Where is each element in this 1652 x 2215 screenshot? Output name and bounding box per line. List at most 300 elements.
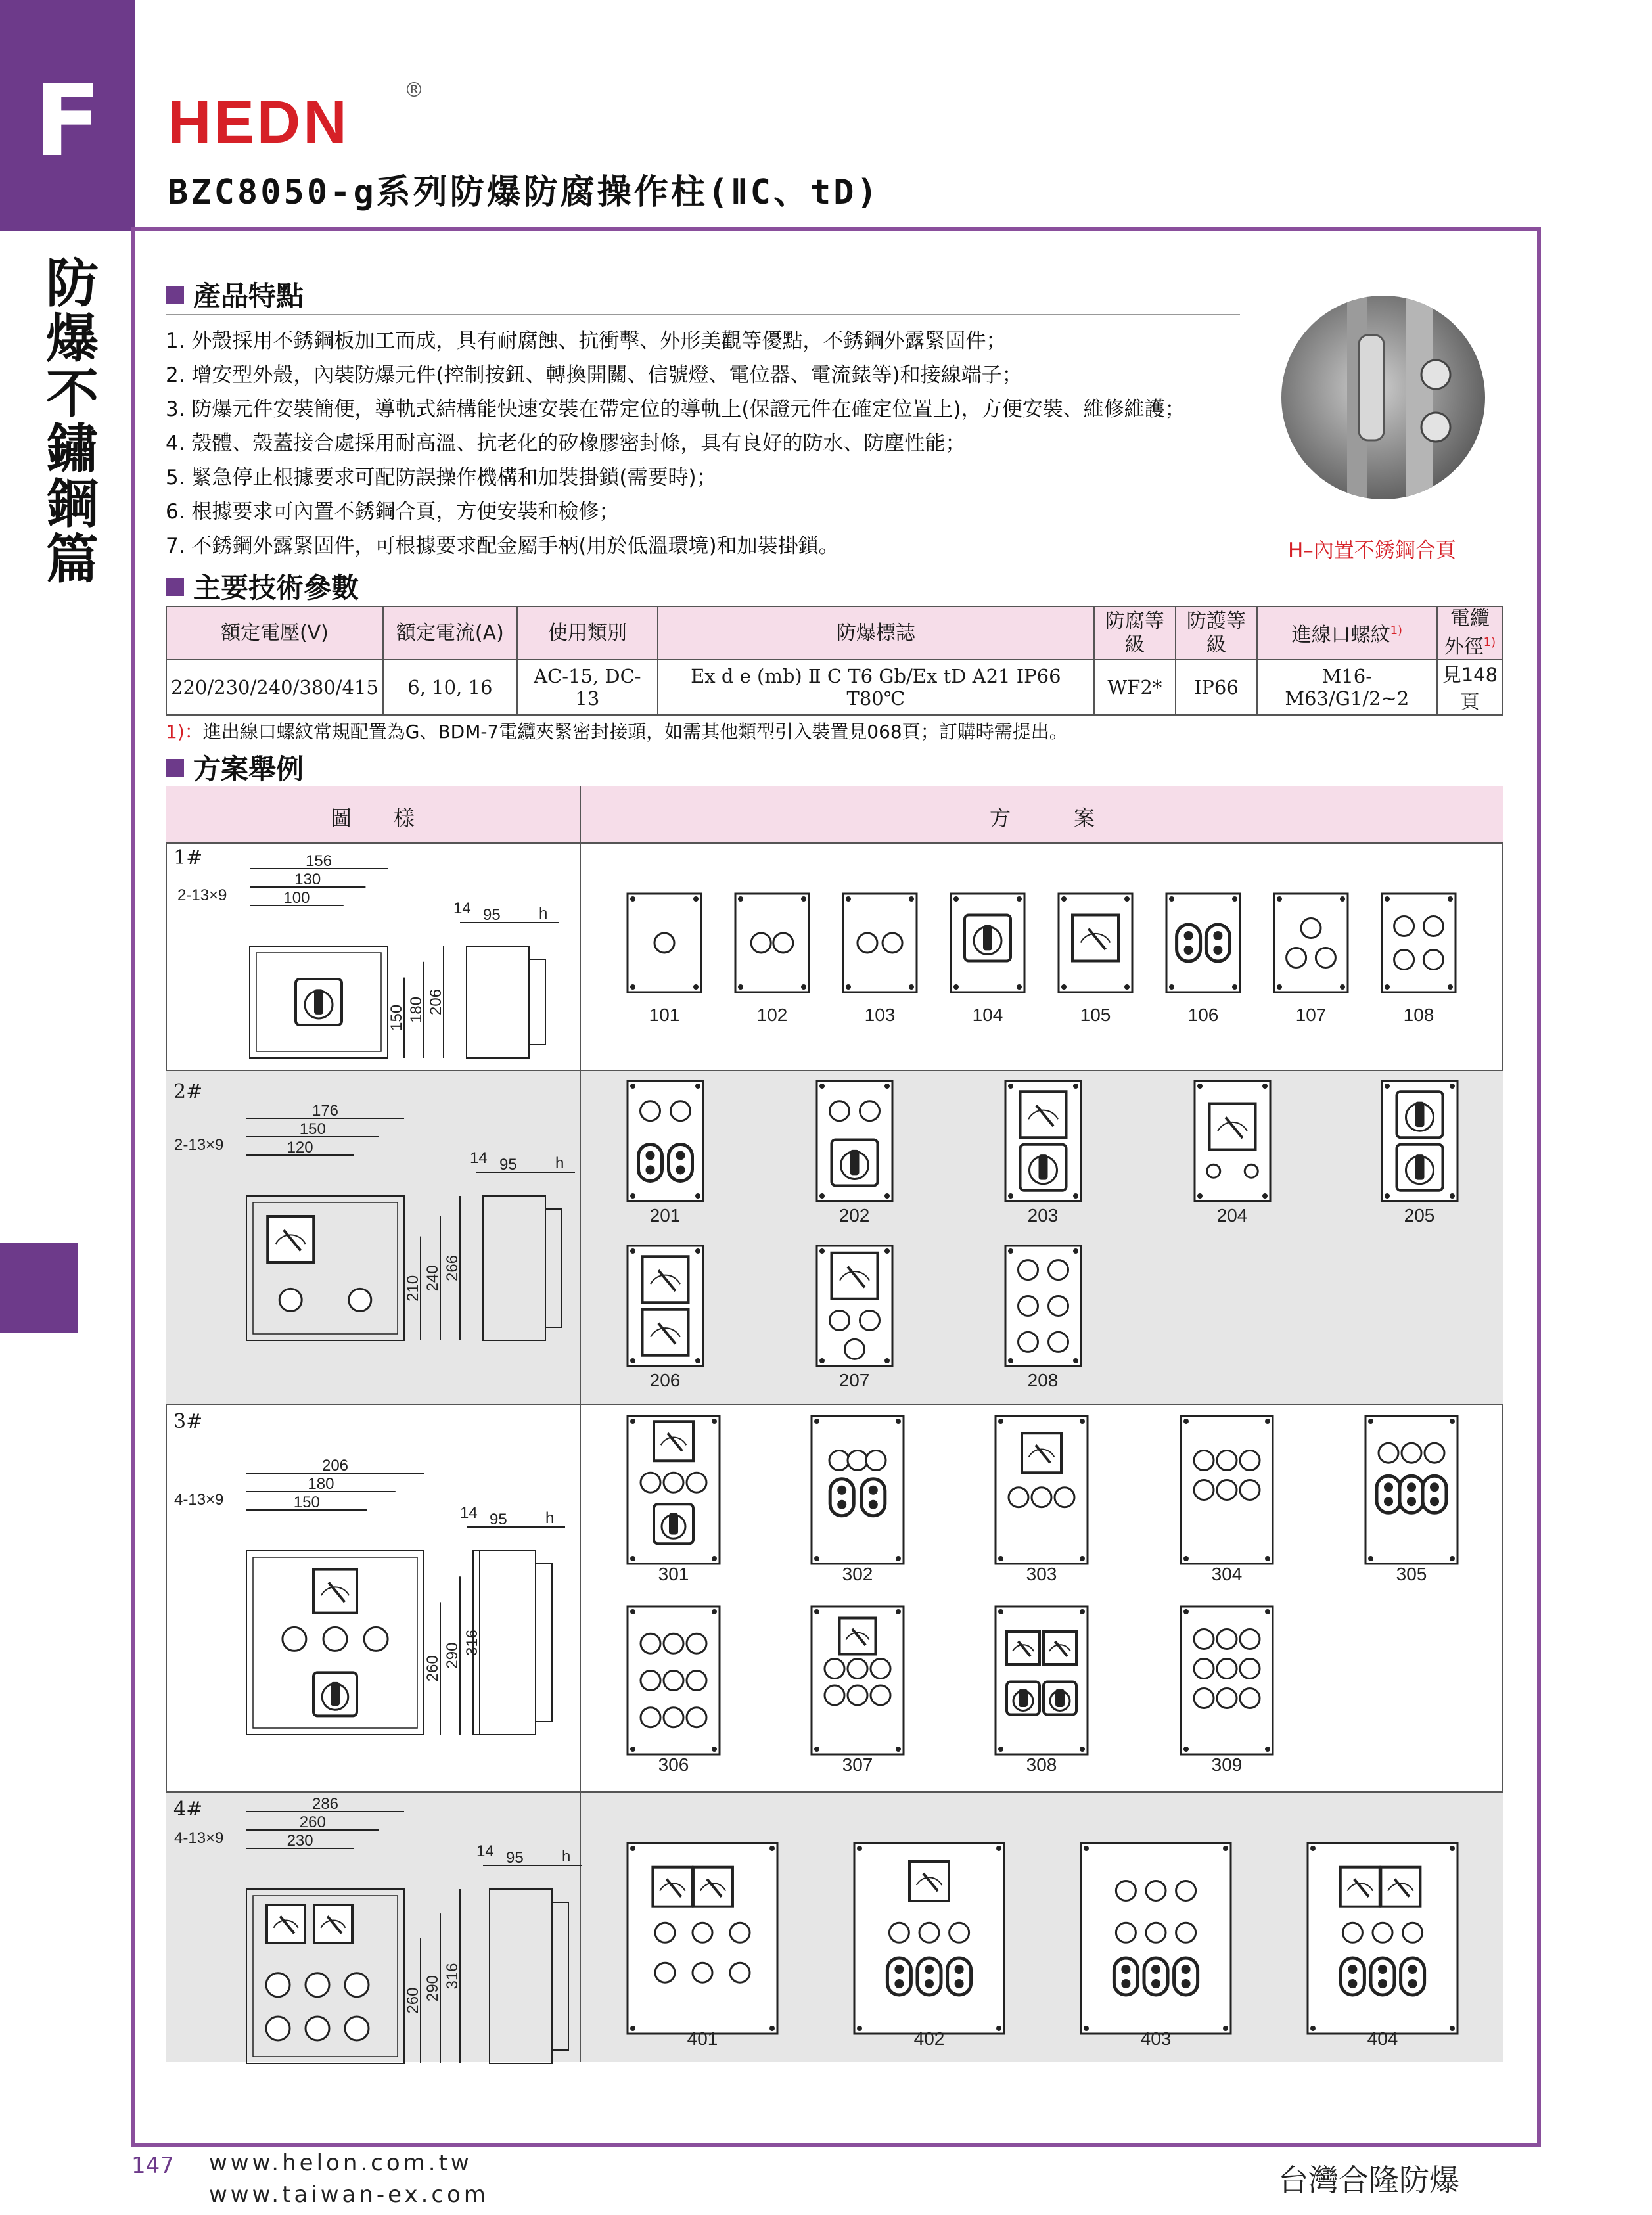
- lamp-icon: [730, 1963, 750, 1982]
- lamp-icon: [693, 1923, 712, 1942]
- selector-switch-icon: [1039, 1154, 1048, 1180]
- push-button-icon: [925, 1979, 934, 1988]
- dimension-label: 180: [308, 1475, 334, 1493]
- screw-icon: [1232, 984, 1237, 990]
- push-button-icon: [1341, 1958, 1364, 1995]
- scheme-code: 308: [1026, 1754, 1057, 1775]
- dimension-label: 286: [311, 1795, 339, 1813]
- screw-icon: [1385, 896, 1390, 902]
- scheme-panel: [1382, 894, 1456, 992]
- dimension-label: 95: [499, 1156, 517, 1174]
- dimension-label: 14: [476, 1842, 494, 1860]
- lamp-icon: [829, 1451, 849, 1471]
- website-link[interactable]: www.taiwan-ex.com: [209, 2181, 490, 2208]
- screw-icon: [1169, 896, 1174, 902]
- dimension-label: 14: [453, 900, 471, 917]
- lamp-icon: [1055, 1488, 1074, 1507]
- screw-icon: [801, 984, 806, 990]
- push-button-icon: [1378, 1979, 1387, 1988]
- scheme-code: 305: [1396, 1564, 1427, 1584]
- screw-icon: [896, 1747, 901, 1752]
- push-button-icon: [1177, 925, 1201, 961]
- lamp-icon: [1403, 1923, 1423, 1942]
- lamp-icon: [1116, 1923, 1136, 1942]
- screw-icon: [630, 1084, 635, 1089]
- push-button-icon: [1407, 1482, 1416, 1492]
- lamp-icon: [266, 2017, 290, 2040]
- lamp-icon: [1217, 1659, 1237, 1679]
- screw-icon: [909, 984, 914, 990]
- screw-icon: [1223, 1846, 1228, 1851]
- screw-icon: [998, 1556, 1003, 1561]
- screw-icon: [1262, 1084, 1268, 1089]
- lamp-icon: [1217, 1689, 1237, 1708]
- push-button-icon: [955, 1979, 964, 1988]
- row-label: 1#: [173, 846, 203, 869]
- screw-icon: [695, 1358, 700, 1363]
- scheme-code: 108: [1403, 1005, 1434, 1025]
- screw-icon: [1385, 1084, 1390, 1089]
- dimension-label: h: [562, 1848, 571, 1865]
- lamp-icon: [860, 1310, 880, 1330]
- lamp-icon: [1240, 1630, 1260, 1649]
- screw-icon: [630, 896, 635, 902]
- scheme-panel: [1005, 1246, 1081, 1366]
- selector-switch-icon: [1415, 1154, 1425, 1180]
- push-button-icon: [1348, 1965, 1357, 1974]
- push-button-icon: [837, 1500, 846, 1509]
- lamp-icon: [848, 1659, 867, 1679]
- push-button-icon: [1151, 1979, 1160, 1988]
- scheme-code: 103: [864, 1005, 896, 1025]
- scheme-code: 404: [1367, 2028, 1398, 2049]
- lamp-icon: [641, 1473, 660, 1492]
- dimension-label: 180: [407, 996, 425, 1023]
- lamp-icon: [1217, 1451, 1237, 1471]
- screw-icon: [1448, 896, 1453, 902]
- screw-icon: [1265, 1609, 1270, 1614]
- spec-header: 防護等級: [1176, 606, 1257, 660]
- screw-icon: [1340, 984, 1345, 990]
- lamp-icon: [1423, 917, 1443, 936]
- lamp-icon: [1194, 1630, 1214, 1649]
- screw-icon: [1223, 2026, 1228, 2031]
- screw-icon: [996, 2026, 1001, 2031]
- screw-icon: [1084, 1846, 1089, 1851]
- screw-icon: [630, 1747, 635, 1752]
- lamp-icon: [919, 1923, 939, 1942]
- lamp-icon: [1245, 1164, 1258, 1177]
- screw-icon: [819, 1248, 825, 1254]
- lamp-icon: [871, 1659, 890, 1679]
- selector-switch-icon: [1055, 1689, 1065, 1708]
- scheme-panel: [812, 1416, 904, 1564]
- screw-icon: [1197, 1193, 1203, 1199]
- push-button-icon: [1401, 1958, 1425, 1995]
- feature-item: 2. 增安型外殼，內裝防爆元件(控制按鈕、轉換開關、信號燈、電位器、電流錶等)和接線端子；: [166, 363, 1022, 387]
- section-letter: F: [34, 64, 101, 179]
- push-button-icon: [1213, 931, 1222, 940]
- push-button-icon: [1182, 1979, 1191, 1988]
- screw-icon: [846, 896, 851, 902]
- spec-header: 防腐等級: [1094, 606, 1176, 660]
- lamp-icon: [848, 1685, 867, 1705]
- page-title: BZC8050-g系列防爆防腐操作柱(ⅡC、tD): [168, 173, 880, 212]
- screw-icon: [738, 984, 743, 990]
- push-button-icon: [1213, 946, 1222, 955]
- lamp-icon: [641, 1708, 660, 1727]
- screw-icon: [896, 1609, 901, 1614]
- scheme-code: 204: [1216, 1205, 1248, 1225]
- push-button-icon: [887, 1958, 911, 1995]
- dimension-label: 150: [293, 1494, 320, 1511]
- dimension-label: h: [539, 905, 548, 923]
- screw-icon: [1080, 1609, 1085, 1614]
- lamp-icon: [687, 1473, 706, 1492]
- screw-icon: [953, 896, 959, 902]
- screw-icon: [814, 1419, 819, 1424]
- lamp-icon: [1425, 1443, 1444, 1463]
- spec-header: 進線口螺紋$^{1)}$: [1257, 606, 1437, 660]
- screw-icon: [1197, 1084, 1203, 1089]
- spec-cell: IP66: [1176, 660, 1257, 715]
- lamp-icon: [641, 1671, 660, 1691]
- brand-logo: HEDN: [168, 89, 350, 156]
- screw-icon: [909, 896, 914, 902]
- screw-icon: [1450, 2026, 1455, 2031]
- push-button-icon: [917, 1958, 941, 1995]
- lamp-icon: [1049, 1260, 1068, 1280]
- push-button-icon: [1184, 946, 1193, 955]
- row-label: 2#: [173, 1080, 203, 1103]
- selector-switch-icon: [669, 1513, 678, 1534]
- lamp-icon: [1049, 1332, 1068, 1352]
- screw-icon: [630, 984, 635, 990]
- lamp-icon: [1049, 1296, 1068, 1316]
- spec-header: 使用類別: [517, 606, 658, 660]
- screw-icon: [1450, 1556, 1455, 1561]
- screw-icon: [1450, 1846, 1455, 1851]
- lamp-icon: [1301, 919, 1321, 938]
- lamp-icon: [1194, 1480, 1214, 1500]
- dimension-label: 100: [283, 889, 310, 907]
- screw-icon: [1368, 1556, 1373, 1561]
- selector-switch-icon: [314, 989, 323, 1015]
- screw-icon: [1017, 984, 1022, 990]
- dimension-label: 206: [427, 988, 445, 1016]
- screw-icon: [819, 1193, 825, 1199]
- screw-icon: [695, 1193, 700, 1199]
- spec-cell: 220/230/240/380/415: [166, 660, 383, 715]
- dimension-label: 206: [321, 1457, 349, 1474]
- dimension-label: 230: [287, 1832, 313, 1850]
- photo-caption: H–內置不銹鋼合頁: [1288, 539, 1456, 562]
- lamp-icon: [664, 1708, 683, 1727]
- scheme-code: 102: [756, 1005, 788, 1025]
- screw-icon: [1080, 1419, 1085, 1424]
- dimension-label: 120: [287, 1139, 313, 1156]
- lamp-icon: [693, 1963, 712, 1982]
- screw-icon: [857, 1846, 862, 1851]
- screw-icon: [630, 1358, 635, 1363]
- scheme-panel: [735, 894, 809, 992]
- selector-switch-icon: [983, 925, 992, 951]
- page-number: 147: [131, 2153, 174, 2179]
- screw-icon: [1450, 1193, 1455, 1199]
- lamp-icon: [871, 1685, 890, 1705]
- lamp-icon: [1146, 1923, 1166, 1942]
- enclosure-side-lid: [552, 1902, 568, 2050]
- screw-icon: [630, 2026, 635, 2031]
- lamp-icon: [845, 1339, 865, 1359]
- lamp-icon: [306, 1973, 329, 1997]
- spec-cell: WF2*: [1094, 660, 1176, 715]
- dimension-label: 260: [404, 1987, 422, 2014]
- enclosure-side-lid: [529, 959, 545, 1045]
- screw-icon: [630, 1248, 635, 1254]
- screw-icon: [1183, 1419, 1189, 1424]
- screw-icon: [1310, 1846, 1316, 1851]
- screw-icon: [695, 1248, 700, 1254]
- scheme-code: 401: [687, 2028, 718, 2049]
- feature-item: 1. 外殼採用不銹鋼板加工而成，具有耐腐蝕、抗衝擊、外形美觀等優點，不銹鋼外露緊固件；: [166, 329, 1007, 353]
- screw-icon: [1084, 2026, 1089, 2031]
- lamp-icon: [889, 1923, 909, 1942]
- screw-icon: [1124, 896, 1130, 902]
- push-button-icon: [894, 1979, 904, 1988]
- hole-spec-label: 2-13×9: [174, 1136, 224, 1154]
- push-button-icon: [1384, 1497, 1393, 1506]
- push-button-icon: [948, 1958, 971, 1995]
- screw-icon: [1265, 1556, 1270, 1561]
- lamp-icon: [283, 1627, 306, 1651]
- lamp-icon: [1207, 1164, 1220, 1177]
- push-button-icon: [1378, 1965, 1387, 1974]
- scheme-panel: [1274, 894, 1348, 992]
- screw-icon: [630, 1609, 635, 1614]
- dimension-label: 176: [311, 1102, 339, 1120]
- dimension-label: 260: [424, 1655, 442, 1682]
- screw-icon: [630, 1419, 635, 1424]
- push-button-icon: [1121, 1979, 1130, 1988]
- lamp-icon: [825, 1659, 844, 1679]
- screw-icon: [712, 1556, 717, 1561]
- scheme-panel: [996, 1607, 1088, 1754]
- dimension-label: 95: [490, 1511, 507, 1528]
- screw-icon: [1061, 896, 1067, 902]
- lamp-icon: [1402, 1443, 1421, 1463]
- lamp-icon: [687, 1708, 706, 1727]
- screw-icon: [738, 896, 743, 902]
- feature-item: 4. 殼體、殼蓋接合處採用耐高溫、抗老化的矽橡膠密封條，具有良好的防水、防塵性能；: [166, 432, 966, 455]
- screw-icon: [1183, 1609, 1189, 1614]
- spec-cell: AC-15, DC-13: [517, 660, 658, 715]
- screw-icon: [1061, 984, 1067, 990]
- screw-icon: [1017, 896, 1022, 902]
- lamp-icon: [364, 1627, 388, 1651]
- screw-icon: [884, 1084, 890, 1089]
- screw-icon: [712, 1747, 717, 1752]
- enclosure-side-lid: [536, 1564, 552, 1722]
- lamp-icon: [1116, 1881, 1136, 1901]
- registered-mark: ®: [404, 79, 424, 102]
- push-button-icon: [1400, 1476, 1423, 1513]
- screw-icon: [1265, 1747, 1270, 1752]
- spec-cell: 6, 10, 16: [383, 660, 517, 715]
- screw-icon: [1385, 1193, 1390, 1199]
- scheme-code: 208: [1027, 1370, 1059, 1390]
- dimension-label: 260: [299, 1814, 326, 1831]
- selector-switch-icon: [1415, 1102, 1425, 1128]
- col-figure: 圖 樣: [330, 806, 415, 831]
- scheme-code: 201: [649, 1205, 681, 1225]
- lamp-icon: [848, 1451, 867, 1471]
- screw-icon: [1450, 1084, 1455, 1089]
- screw-icon: [1450, 1419, 1455, 1424]
- screw-icon: [884, 1358, 890, 1363]
- push-button-icon: [869, 1500, 878, 1509]
- selector-switch-icon: [850, 1150, 860, 1176]
- enclosure-side: [467, 946, 529, 1058]
- lamp-icon: [825, 1685, 844, 1705]
- selector-switch-icon: [1019, 1689, 1028, 1708]
- lamp-icon: [883, 933, 902, 953]
- selector-switch-icon: [331, 1682, 340, 1706]
- lamp-icon: [655, 1923, 675, 1942]
- screw-icon: [896, 1419, 901, 1424]
- enclosure-side: [473, 1551, 536, 1735]
- lamp-icon: [830, 1310, 850, 1330]
- push-button-icon: [1384, 1482, 1393, 1492]
- lamp-icon: [1373, 1923, 1392, 1942]
- screw-icon: [1277, 984, 1282, 990]
- dimension-label: 210: [404, 1275, 422, 1302]
- spec-header: 額定電壓(V): [166, 606, 383, 660]
- screw-icon: [1385, 984, 1390, 990]
- lamp-icon: [1019, 1296, 1038, 1316]
- enclosure-side: [483, 1196, 545, 1340]
- scheme-code: 304: [1211, 1564, 1243, 1584]
- push-button-icon: [837, 1486, 846, 1495]
- screw-icon: [1277, 896, 1282, 902]
- screw-icon: [769, 2026, 775, 2031]
- spec-cell: 見148頁: [1437, 660, 1503, 715]
- spec-cell: M16-M63/G1/2~2: [1257, 660, 1437, 715]
- schemes-heading: 方案舉例: [166, 748, 304, 787]
- side-title: 防爆不鏽鋼篇: [46, 253, 99, 590]
- push-button-icon: [1174, 1958, 1198, 1995]
- screw-icon: [1183, 1556, 1189, 1561]
- screw-icon: [953, 984, 959, 990]
- lamp-icon: [1287, 948, 1306, 968]
- dimension-label: 95: [483, 906, 501, 924]
- lamp-icon: [751, 933, 771, 953]
- screw-icon: [1448, 984, 1453, 990]
- lamp-icon: [830, 1101, 850, 1121]
- lamp-icon: [1394, 917, 1414, 936]
- screw-icon: [1183, 1747, 1189, 1752]
- screw-icon: [1368, 1419, 1373, 1424]
- feature-item: 5. 緊急停止根據要求可配防誤操作機構和加裝掛鎖(需要時)；: [166, 466, 717, 490]
- dimension-label: 150: [299, 1120, 326, 1138]
- scheme-code: 403: [1140, 2028, 1172, 2049]
- screw-icon: [1008, 1193, 1013, 1199]
- screw-icon: [630, 1556, 635, 1561]
- lamp-icon: [1176, 1881, 1196, 1901]
- screw-icon: [1340, 896, 1345, 902]
- push-button-icon: [1371, 1958, 1394, 1995]
- spec-header: 防爆標誌: [658, 606, 1094, 660]
- lamp-icon: [345, 1973, 369, 1997]
- scheme-code: 306: [658, 1754, 689, 1775]
- screw-icon: [712, 1419, 717, 1424]
- scheme-code: 106: [1187, 1005, 1219, 1025]
- screw-icon: [1073, 1193, 1078, 1199]
- push-button-icon: [1144, 1958, 1168, 1995]
- dimension-label: 150: [388, 1004, 405, 1031]
- scheme-code: 107: [1295, 1005, 1327, 1025]
- push-button-icon: [1430, 1497, 1439, 1506]
- lamp-icon: [279, 1289, 302, 1311]
- row-label: 3#: [173, 1410, 203, 1433]
- website-link[interactable]: www.helon.com.tw: [209, 2150, 472, 2176]
- scheme-code: 205: [1404, 1205, 1435, 1225]
- push-button-icon: [639, 1144, 662, 1181]
- lamp-icon: [1217, 1480, 1237, 1500]
- lamp-icon: [687, 1633, 706, 1653]
- lamp-icon: [860, 1101, 880, 1121]
- push-button-icon: [1348, 1979, 1357, 1988]
- push-button-icon: [1408, 1979, 1417, 1988]
- screw-icon: [693, 984, 699, 990]
- scheme-code: 202: [838, 1205, 870, 1225]
- push-button-icon: [1182, 1965, 1191, 1974]
- screw-icon: [1310, 2026, 1316, 2031]
- screw-icon: [998, 1747, 1003, 1752]
- screw-icon: [1008, 1248, 1013, 1254]
- lamp-icon: [1342, 1923, 1362, 1942]
- screw-icon: [998, 1609, 1003, 1614]
- screw-icon: [1008, 1084, 1013, 1089]
- screw-icon: [1073, 1084, 1078, 1089]
- lamp-icon: [655, 1963, 675, 1982]
- spec-note: 1)：進出線口螺紋常規配置為G、BDM-7電纜夾緊密封接頭，如需其他類型引入裝置見068頁；訂購時需提出。: [166, 721, 1068, 742]
- lamp-icon: [1423, 950, 1443, 970]
- lamp-icon: [1032, 1488, 1051, 1507]
- scheme-code: 203: [1027, 1205, 1059, 1225]
- screw-icon: [884, 1193, 890, 1199]
- feature-item: 3. 防爆元件安裝簡便，導軌式結構能快速安裝在帶定位的導軌上(保證元件在確定位置上)，方便安裝、維修維護；: [166, 398, 1185, 421]
- lamp-icon: [866, 1451, 886, 1471]
- push-button-icon: [1407, 1497, 1416, 1506]
- push-button-icon: [646, 1165, 655, 1174]
- feature-item: 6. 根據要求可內置不銹鋼合頁，方便安裝和檢修；: [166, 500, 620, 524]
- screw-icon: [1008, 1358, 1013, 1363]
- screw-icon: [857, 2026, 862, 2031]
- hole-spec-label: 4-13×9: [174, 1491, 224, 1509]
- col-scheme: 方 案: [989, 806, 1095, 831]
- features-heading: 產品特點: [166, 275, 304, 314]
- row-label: 4#: [173, 1798, 203, 1821]
- lamp-icon: [1176, 1923, 1196, 1942]
- screw-icon: [1232, 896, 1237, 902]
- lamp-icon: [266, 1973, 290, 1997]
- push-button-icon: [646, 1151, 655, 1160]
- dimension-label: 156: [305, 852, 333, 870]
- lamp-icon: [1217, 1630, 1237, 1649]
- push-button-icon: [894, 1965, 904, 1974]
- dimension-label: 316: [463, 1629, 481, 1656]
